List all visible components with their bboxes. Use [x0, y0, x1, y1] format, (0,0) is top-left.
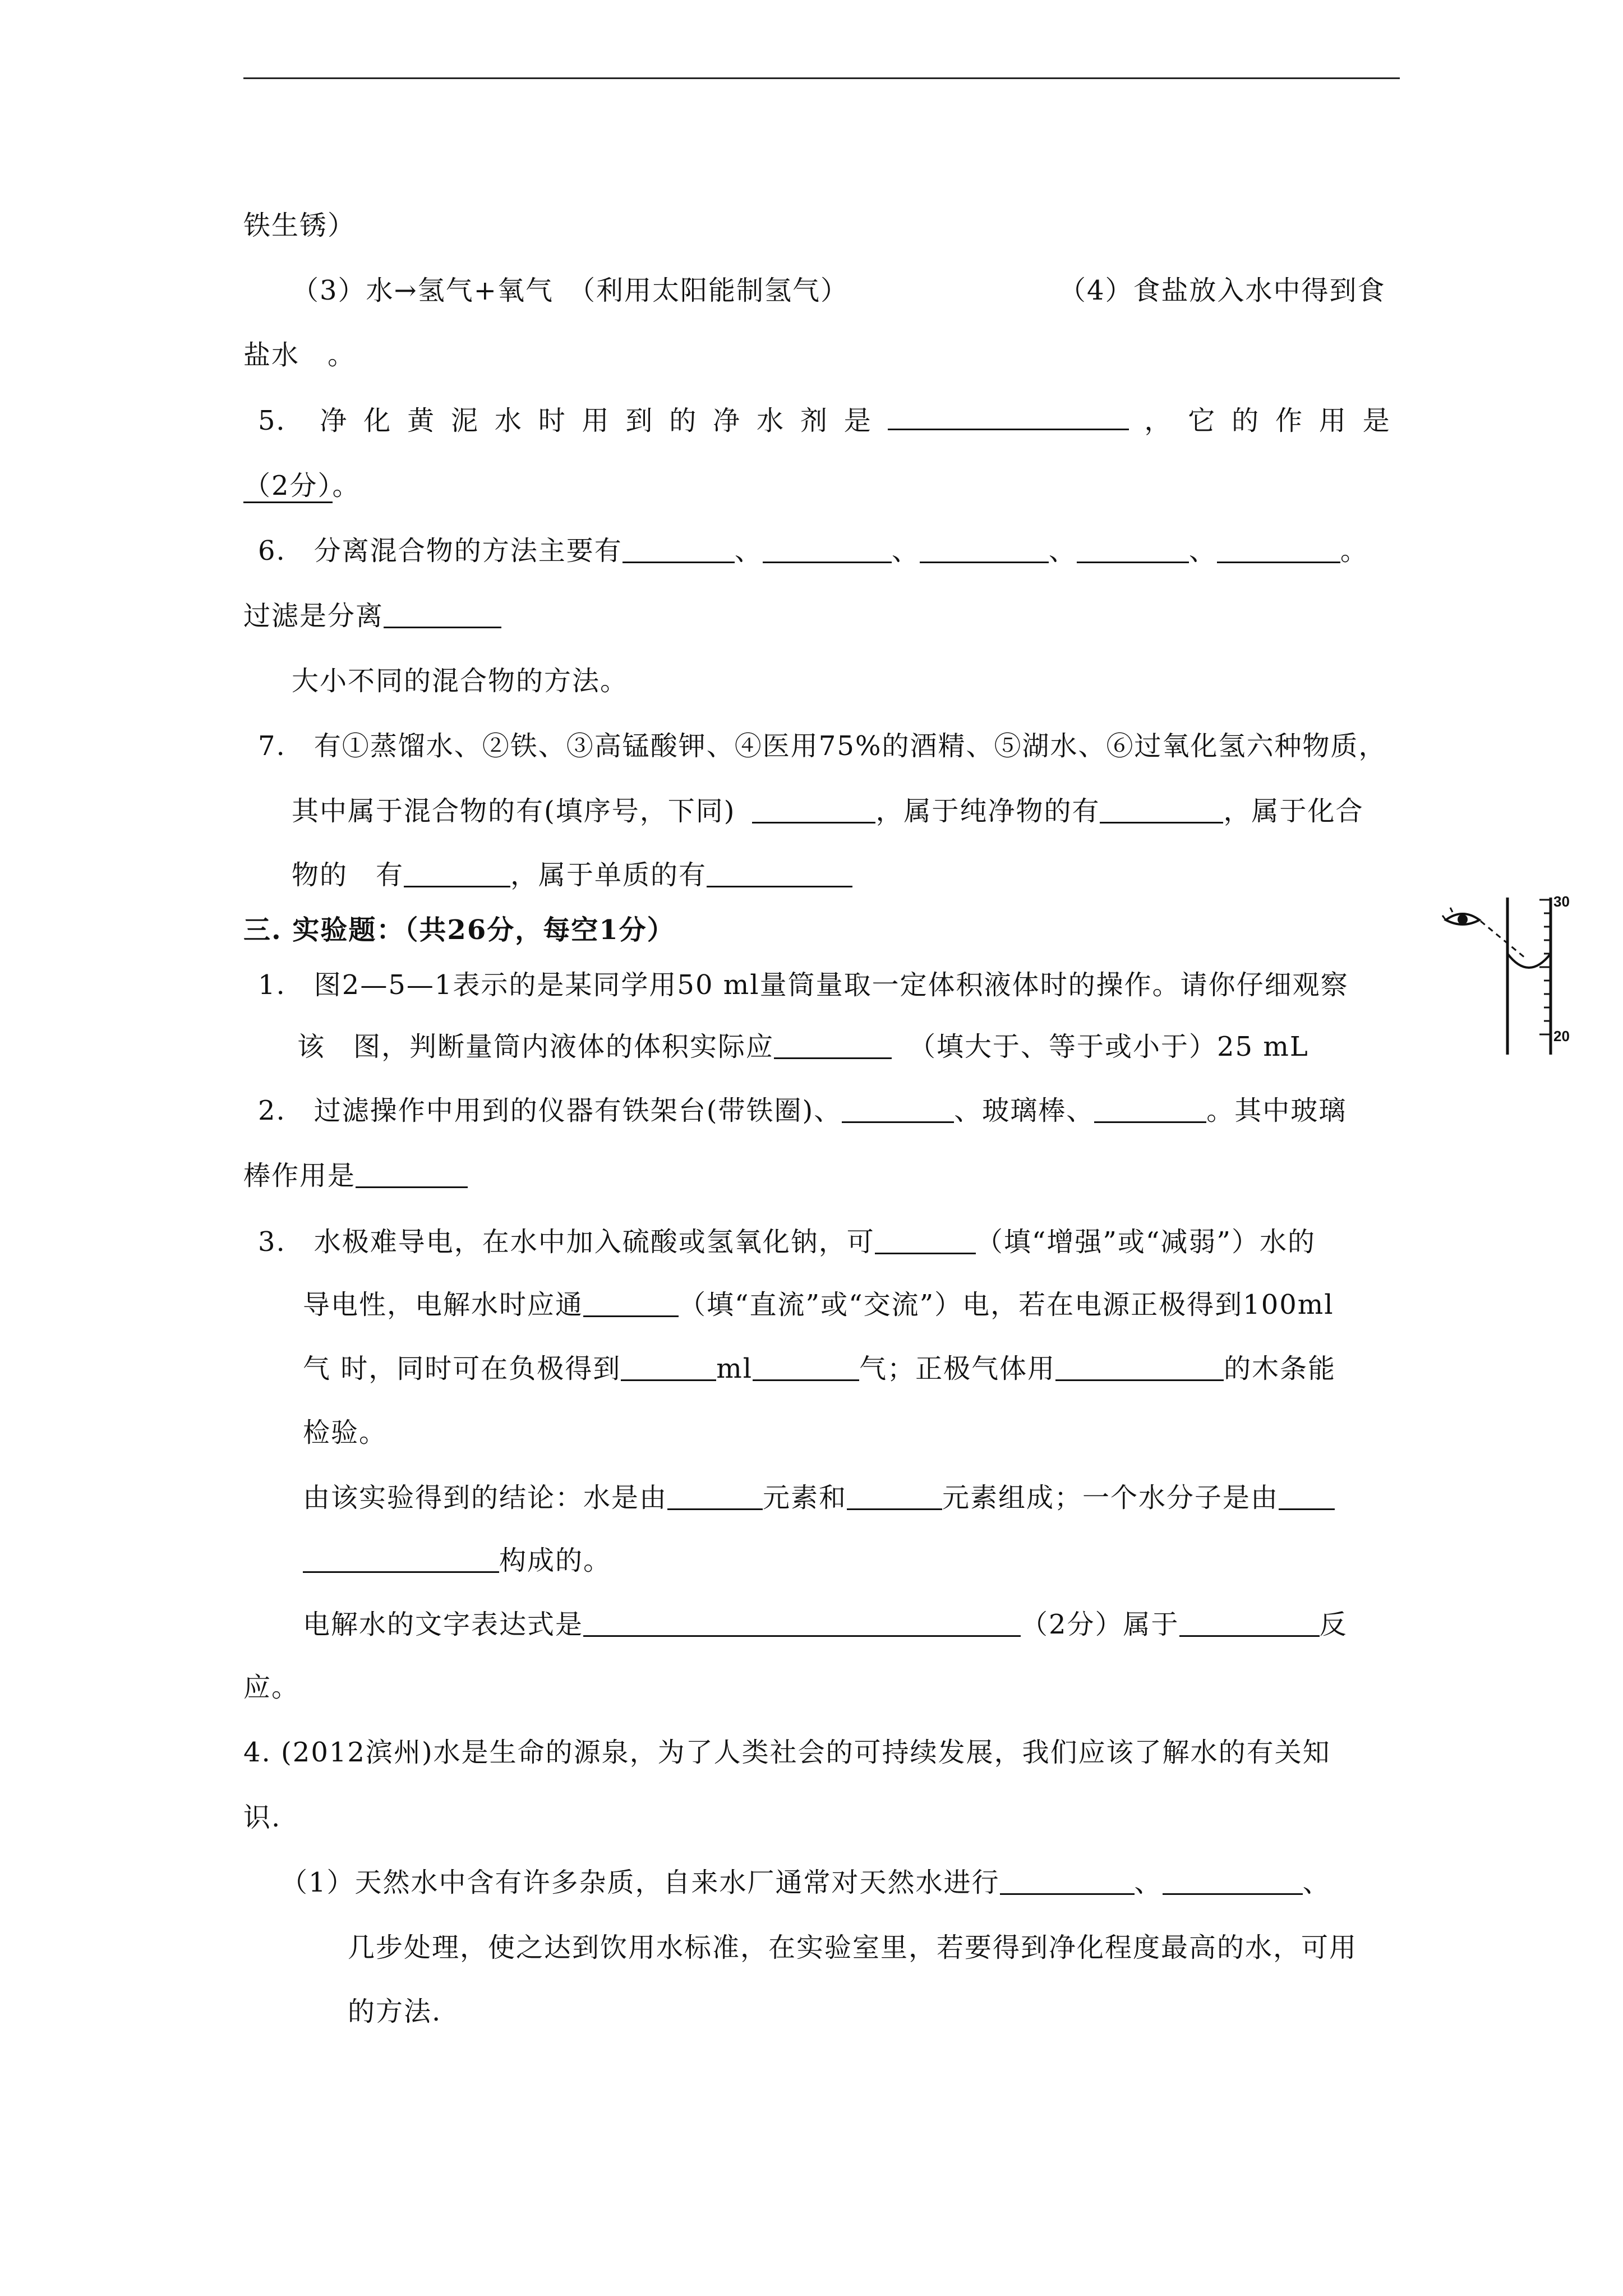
answer-blank[interactable]: [1163, 1869, 1303, 1895]
answer-blank[interactable]: [623, 537, 735, 563]
answer-blank[interactable]: [404, 861, 510, 887]
text-line: （3）水→氢气+氧气 （利用太阳能制氢气）: [292, 275, 849, 306]
experiment-3: 3. 水极难导电，在水中加入硫酸或氢氧化钠，可 （填“增强”或“减弱”）水的: [258, 1226, 1316, 1258]
graduated-cylinder-figure: [1441, 892, 1581, 1060]
question-4: 4. (2012滨州)水是生命的源泉，为了人类社会的可持续发展，我们应该了解水的有关知: [243, 1737, 1331, 1768]
text-line: 棒作用是: [243, 1159, 468, 1193]
answer-blank[interactable]: [583, 1611, 1021, 1637]
text-line: 几步处理，使之达到饮用水标准，在实验室里，若要得到净化程度最高的水，可用: [348, 1932, 1358, 1963]
answer-blank[interactable]: [707, 861, 852, 887]
text-line: 应。: [243, 1672, 300, 1703]
answer-blank[interactable]: [1077, 537, 1189, 563]
text-line: 气 时，同时可在负极得到 ml 气；正极气体用 的木条能: [303, 1353, 1336, 1384]
answer-blank[interactable]: [888, 404, 1129, 430]
scale-label-top: 30: [1553, 893, 1570, 910]
answer-blank[interactable]: [303, 1547, 499, 1573]
question-7: 7. 有①蒸馏水、②铁、③高锰酸钾、④医用75%的酒精、⑤湖水、⑥过氧化氢六种物质，: [258, 730, 1387, 762]
answer-blank[interactable]: [384, 602, 501, 628]
text-line: 构成的。: [303, 1544, 611, 1577]
answer-blank[interactable]: [752, 797, 875, 823]
eye-icon: [1442, 908, 1479, 924]
answer-blank[interactable]: [667, 1484, 763, 1510]
answer-blank[interactable]: [621, 1355, 716, 1381]
scale-label-bottom: 20: [1553, 1028, 1570, 1045]
answer-blank[interactable]: [1217, 537, 1340, 563]
text-line: 导电性，电解水时应通 （填“直流”或“交流”）电，若在电源正极得到100ml: [303, 1289, 1334, 1320]
answer-blank[interactable]: [1100, 797, 1223, 823]
text-line: （2分）。: [243, 469, 361, 503]
header-rule: [243, 77, 1400, 79]
answer-blank[interactable]: [1000, 1869, 1135, 1895]
sight-line: [1481, 921, 1525, 958]
text-line: 电解水的文字表达式是 （2分）属于 反: [303, 1609, 1348, 1640]
answer-blank[interactable]: [1279, 1484, 1335, 1510]
text-line: 该 图，判断量筒内液体的体积实际应 （填大于、等于或小于）25 mL: [297, 1031, 1309, 1062]
answer-blank[interactable]: [763, 537, 892, 563]
text-line: 检验。: [303, 1417, 388, 1448]
text-line: 识.: [243, 1802, 282, 1833]
answer-blank[interactable]: [842, 1097, 954, 1123]
text-line: 铁生锈）: [243, 210, 356, 241]
experiment-2: 2. 过滤操作中用到的仪器有铁架台(带铁圈)、 、玻璃棒、 。其中玻璃: [258, 1095, 1347, 1126]
answer-blank[interactable]: [1055, 1355, 1224, 1381]
experiment-1: 1. 图2—5—1表示的是某同学用50 ml量筒量取一定体积液体时的操作。请你仔细观察: [258, 969, 1349, 1001]
answer-blank[interactable]: [875, 1228, 976, 1254]
text-line: 其中属于混合物的有(填序号，下同) ，属于纯净物的有 ，属于化合: [292, 795, 1364, 827]
answer-blank[interactable]: [847, 1484, 942, 1510]
text-line: 物的 有 ，属于单质的有: [292, 858, 852, 892]
text-line: 盐水 。: [243, 339, 356, 371]
section-heading: 三. 实验题：（共26分，每空1分）: [243, 914, 675, 946]
question-6: 6. 分离混合物的方法主要有 、 、 、 、 。: [258, 535, 1368, 567]
answer-blank[interactable]: [1179, 1611, 1320, 1637]
answer-blank[interactable]: [774, 1033, 892, 1059]
text-line: 的方法.: [348, 1996, 442, 2027]
text-line: 大小不同的混合物的方法。: [292, 665, 629, 697]
meniscus: [1507, 954, 1551, 968]
text-line: （4）食盐放入水中得到食: [1059, 275, 1386, 306]
answer-blank[interactable]: [583, 1291, 679, 1317]
text-line: 过滤是分离: [243, 599, 501, 633]
question-5: 5． 净 化 黄 泥 水 时 用 到 的 净 水 剂 是 ， 它 的 作 用 是: [258, 405, 1391, 436]
answer-blank[interactable]: [753, 1355, 859, 1381]
cylinder-ticks: [1539, 900, 1551, 1034]
answer-blank[interactable]: [356, 1162, 468, 1188]
answer-blank[interactable]: [1094, 1097, 1206, 1123]
answer-blank[interactable]: [920, 537, 1049, 563]
text-line: （1）天然水中含有许多杂质，自来水厂通常对天然水进行 、 、: [280, 1867, 1331, 1898]
text-line: 由该实验得到的结论：水是由 元素和 元素组成；一个水分子是由: [303, 1481, 1335, 1515]
